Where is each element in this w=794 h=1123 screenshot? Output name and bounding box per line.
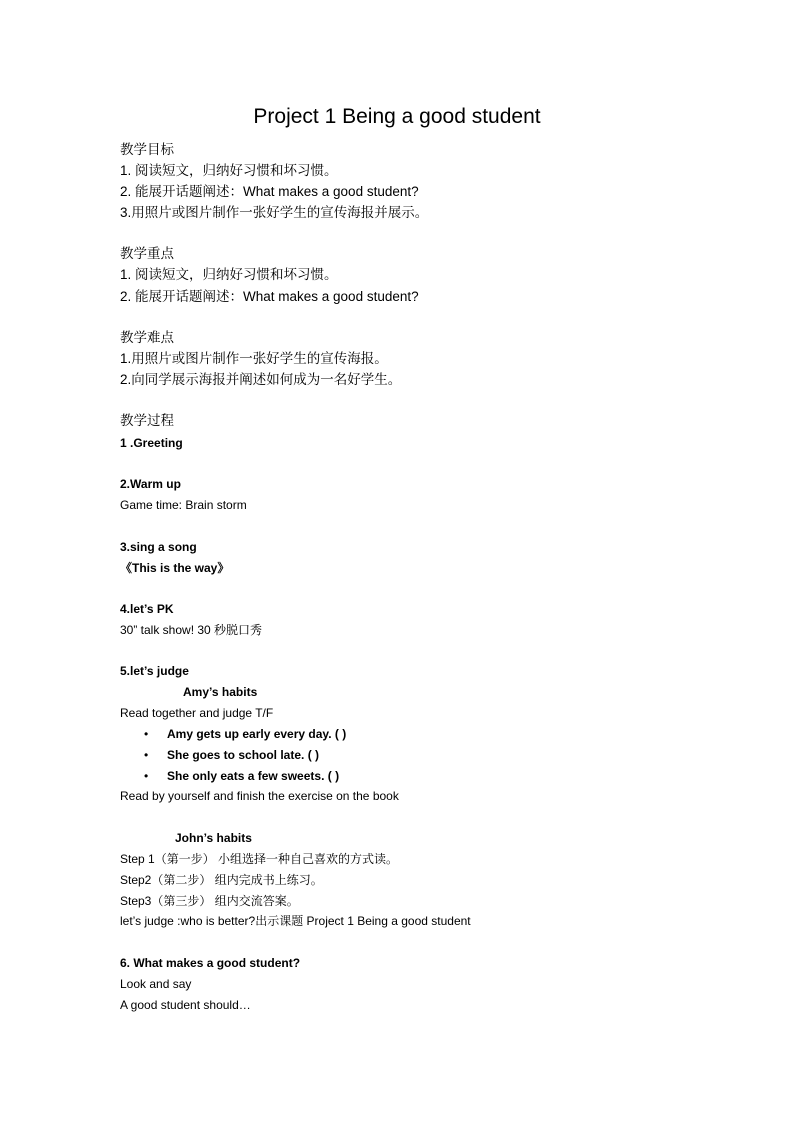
step-warm-up: 2.Warm up bbox=[120, 477, 181, 491]
key-points-heading: 教学重点 bbox=[120, 246, 174, 261]
amy-item-1: Amy gets up early every day. ( ) bbox=[167, 727, 347, 741]
step-greeting: 1 .Greeting bbox=[120, 436, 183, 450]
goals-item-3: 3.用照片或图片制作一张好学生的宣传海报并展示。 bbox=[120, 205, 429, 220]
amy-instruction: Read together and judge T/F bbox=[120, 706, 274, 720]
step-lets-pk: 4.let’s PK bbox=[120, 602, 174, 616]
warm-up-line: Game time: Brain storm bbox=[120, 498, 247, 512]
step-lets-judge: 5.let’s judge bbox=[120, 664, 189, 678]
page-title: Project 1 Being a good student bbox=[253, 105, 541, 128]
step-line-3: Step3（第三步） 组内交流答案。 bbox=[120, 894, 299, 908]
amy-item-3: She only eats a few sweets. ( ) bbox=[167, 769, 340, 783]
goals-item-2: 2. 能展开话题阐述：What makes a good student? bbox=[120, 184, 419, 199]
judge-line: let’s judge :who is better?出示课题 Project 1 Being a good student bbox=[120, 914, 471, 928]
bullet-icon: • bbox=[144, 727, 149, 741]
step-line-2: Step2（第二步） 组内完成书上练习。 bbox=[120, 873, 323, 887]
amy-item-2: She goes to school late. ( ) bbox=[167, 748, 320, 762]
difficulties-heading: 教学难点 bbox=[120, 330, 174, 345]
bullet-icon: • bbox=[144, 769, 149, 783]
goals-item-1: 1. 阅读短文，归纳好习惯和坏习惯。 bbox=[120, 163, 338, 178]
key-points-item-2: 2. 能展开话题阐述：What makes a good student? bbox=[120, 289, 419, 304]
song-title: 《This is the way》 bbox=[120, 561, 230, 575]
difficulties-item-2: 2.向同学展示海报并阐述如何成为一名好学生。 bbox=[120, 372, 402, 387]
pk-line: 30” talk show! 30 秒脱口秀 bbox=[120, 623, 263, 637]
bullet-icon: • bbox=[144, 748, 149, 762]
goals-heading: 教学目标 bbox=[120, 142, 174, 157]
process-heading: 教学过程 bbox=[120, 413, 174, 428]
step-sing-song: 3.sing a song bbox=[120, 540, 197, 554]
step-what-makes: 6. What makes a good student? bbox=[120, 956, 301, 970]
amy-after-line: Read by yourself and finish the exercise on the book bbox=[120, 789, 399, 803]
john-habits-title: John’s habits bbox=[175, 831, 252, 845]
good-student-should-line: A good student should… bbox=[120, 998, 251, 1012]
key-points-item-1: 1. 阅读短文，归纳好习惯和坏习惯。 bbox=[120, 267, 338, 282]
look-and-say-line: Look and say bbox=[120, 977, 192, 991]
amy-habits-title: Amy’s habits bbox=[183, 685, 258, 699]
step-line-1: Step 1（第一步） 小组选择一种自己喜欢的方式读。 bbox=[120, 852, 399, 866]
difficulties-item-1: 1.用照片或图片制作一张好学生的宣传海报。 bbox=[120, 351, 388, 366]
